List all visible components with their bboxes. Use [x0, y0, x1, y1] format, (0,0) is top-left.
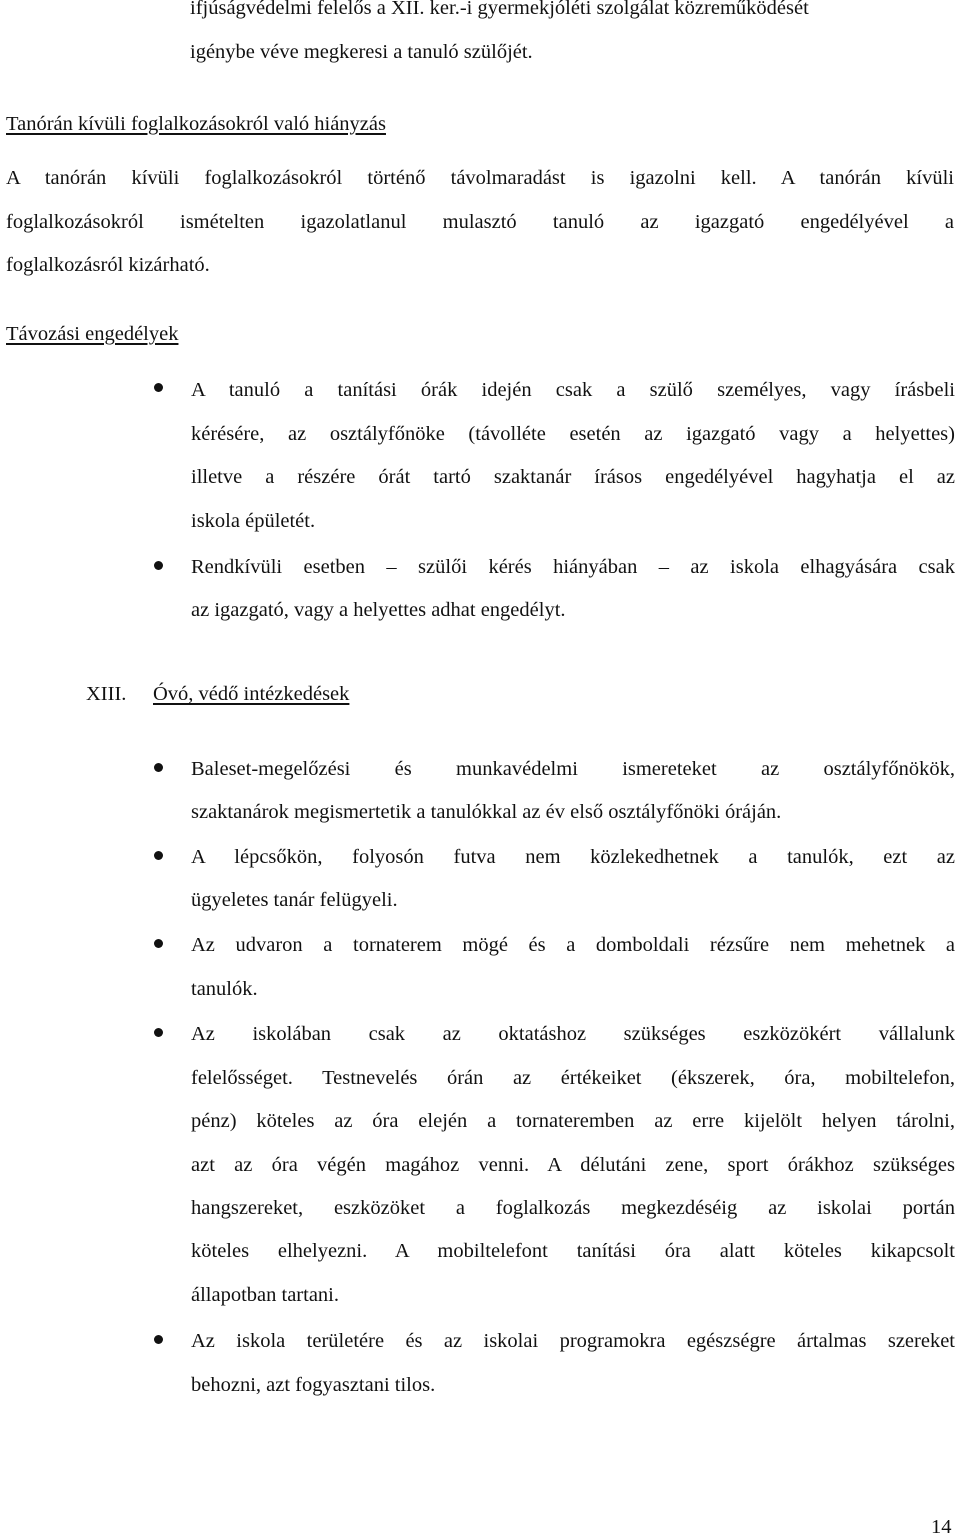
paragraph-line: foglalkozásról kizárható. — [6, 254, 210, 276]
intro-line: ifjúságvédelmi felelős a XII. ker.-i gyermekjóléti szolgálat közreműködését — [190, 0, 809, 19]
bullet-line: illetve a részére órát tartó szaktanár írásos engedélyével hagyhatja el az — [191, 466, 955, 488]
bullet-dot — [154, 1335, 163, 1344]
bullet-line: hangszereket, eszközöket a foglalkozás megkezdéséig az iskolai portán — [191, 1197, 955, 1219]
bullet-line: tanulók. — [191, 978, 258, 1000]
section-heading-absence: Tanórán kívüli foglalkozásokról való hiányzás — [6, 113, 386, 135]
bullet-dot — [154, 939, 163, 948]
bullet-line: A tanuló a tanítási órák idején csak a szülő személyes, vagy írásbeli — [191, 379, 955, 401]
bullet-line: szaktanárok megismertetik a tanulókkal az év első osztályfőnöki óráján. — [191, 801, 782, 823]
bullet-dot — [154, 1028, 163, 1037]
bullet-line: az igazgató, vagy a helyettes adhat engedélyt. — [191, 599, 566, 621]
section-heading-protect: Óvó, védő intézkedések — [153, 683, 350, 705]
paragraph-line: A tanórán kívüli foglalkozásokról történő távolmaradást is igazolni kell. A tanórán kívüli — [6, 167, 954, 189]
bullet-dot — [154, 561, 163, 570]
bullet-line: iskola épületét. — [191, 510, 316, 532]
bullet-line: állapotban tartani. — [191, 1284, 339, 1306]
bullet-line: felelősséget. Testnevelés órán az értékeiket (ékszerek, óra, mobiltelefon, — [191, 1067, 955, 1089]
bullet-line: ügyeletes tanár felügyeli. — [191, 889, 398, 911]
bullet-dot — [154, 383, 163, 392]
bullet-dot — [154, 851, 163, 860]
intro-line: igénybe véve megkeresi a tanuló szülőjét. — [190, 41, 533, 63]
bullet-dot — [154, 763, 163, 772]
bullet-line: azt az óra végén magához venni. A délutáni zene, sport órákhoz szükséges — [191, 1154, 955, 1176]
bullet-line: Baleset-megelőzési és munkavédelmi ismereteket az osztályfőnökök, — [191, 758, 955, 780]
bullet-line: Az udvaron a tornaterem mögé és a domboldali rézsűre nem mehetnek a — [191, 934, 955, 956]
bullet-line: Az iskolában csak az oktatáshoz szükséges eszközökért vállalunk — [191, 1023, 955, 1045]
section-heading-leave: Távozási engedélyek — [6, 323, 179, 345]
paragraph-line: foglalkozásokról ismételten igazolatlanul mulasztó tanuló az igazgató engedélyével a — [6, 211, 954, 233]
section-number: XIII. — [86, 683, 127, 705]
bullet-line: kérésére, az osztályfőnöke (távolléte esetén az igazgató vagy a helyettes) — [191, 423, 955, 445]
bullet-line: Az iskola területére és az iskolai programokra egészségre ártalmas szereket — [191, 1330, 955, 1352]
page-number: 14 — [931, 1516, 952, 1538]
bullet-line: köteles elhelyezni. A mobiltelefont tanítási óra alatt köteles kikapcsolt — [191, 1240, 955, 1262]
bullet-line: A lépcsőkön, folyosón futva nem közlekedhetnek a tanulók, ezt az — [191, 846, 955, 868]
bullet-line: behozni, azt fogyasztani tilos. — [191, 1374, 436, 1396]
bullet-line: Rendkívüli esetben – szülői kérés hiányában – az iskola elhagyására csak — [191, 556, 955, 578]
bullet-line: pénz) köteles az óra elején a tornateremben az erre kijelölt helyen tárolni, — [191, 1110, 955, 1132]
